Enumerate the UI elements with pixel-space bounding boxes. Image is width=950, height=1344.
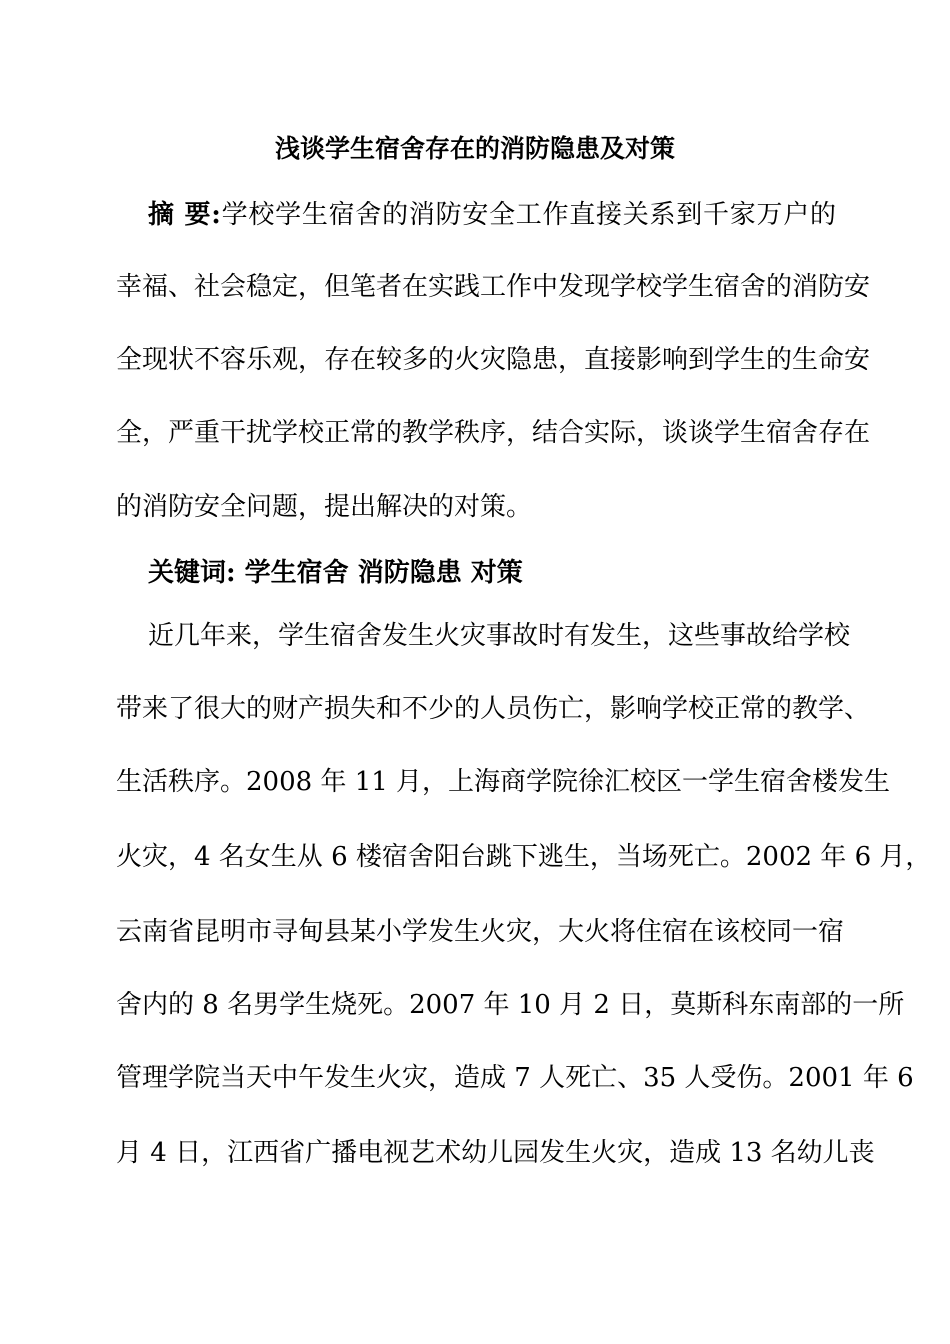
keywords-label: 关键词: (148, 558, 236, 588)
abstract-line-3: 全现状不容乐观，存在较多的火灾隐患，直接影响到学生的生命安 (116, 345, 871, 375)
abstract-text: 学校学生宿舍的消防安全工作直接关系到千家万户的 (220, 200, 836, 230)
page-title: 浅谈学生宿舍存在的消防隐患及对策 (274, 134, 675, 163)
abstract-line-2: 幸福、社会稳定，但笔者在实践工作中发现学校学生宿舍的消防安 (116, 272, 871, 302)
abstract-label: 摘 要: (148, 200, 221, 230)
body-line: 月 4 日，江西省广播电视艺术幼儿园发生火灾，造成 13 名幼儿丧 (116, 1138, 875, 1168)
body-line: 火灾，4 名女生从 6 楼宿舍阳台跳下逃生，当场死亡。2002 年 6 月， (116, 842, 932, 872)
body-line: 近几年来，学生宿舍发生火灾事故时有发生，这些事故给学校 (148, 621, 851, 651)
body-line: 管理学院当天中午发生火灾，造成 7 人死亡、35 人受伤。2001 年 6 (116, 1063, 914, 1093)
keywords-text: 学生宿舍 消防隐患 对策 (235, 558, 523, 588)
body-line: 云南省昆明市寻甸县某小学发生火灾，大火将住宿在该校同一宿 (116, 917, 845, 947)
body-line: 舍内的 8 名男学生烧死。2007 年 10 月 2 日，莫斯科东南部的一所 (116, 990, 905, 1020)
abstract-line-1 (148, 196, 836, 234)
abstract-line-5: 的消防安全问题，提出解决的对策。 (116, 492, 533, 522)
keywords-line (148, 554, 836, 592)
body-line: 带来了很大的财产损失和不少的人员伤亡，影响学校正常的教学、 (116, 694, 871, 724)
body-line: 生活秩序。2008 年 11 月，上海商学院徐汇校区一学生宿舍楼发生 (116, 767, 891, 797)
abstract-line-4: 全，严重干扰学校正常的教学秩序，结合实际，谈谈学生宿舍存在 (116, 418, 871, 448)
